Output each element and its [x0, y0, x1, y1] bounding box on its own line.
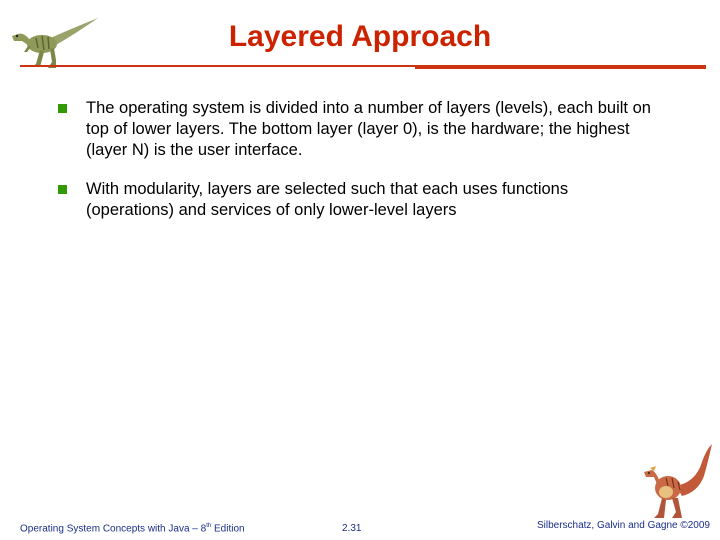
dinosaur-corner-icon [636, 442, 716, 522]
bullet-list [58, 98, 658, 239]
footer-book-title [20, 523, 245, 534]
bullet-text: With modularity, layers are selected such that each uses functions (operations) and services of only lower-level layers [86, 180, 569, 219]
bullet-text: The operating system is divided into a number of layers (levels), each built on top of lower layers. The bottom layer (layer 0), is the hardware; the highest (layer N) is the user interface. [86, 99, 651, 159]
footer-book-suffix: Edition [211, 523, 245, 535]
footer-book-prefix: Operating System Concepts with Java – 8 [20, 523, 207, 535]
slide-title: Layered Approach [228, 20, 492, 53]
footer-page-number: 2.31 [342, 523, 362, 534]
square-bullet-icon [58, 104, 67, 113]
square-bullet-icon [58, 185, 67, 194]
title-divider [20, 65, 706, 69]
footer-edition-superscript: th [206, 523, 212, 529]
bullet-item [58, 179, 658, 221]
footer-copyright: Silberschatz, Galvin and Gagne ©2009 [536, 520, 710, 531]
bullet-item [58, 98, 658, 161]
